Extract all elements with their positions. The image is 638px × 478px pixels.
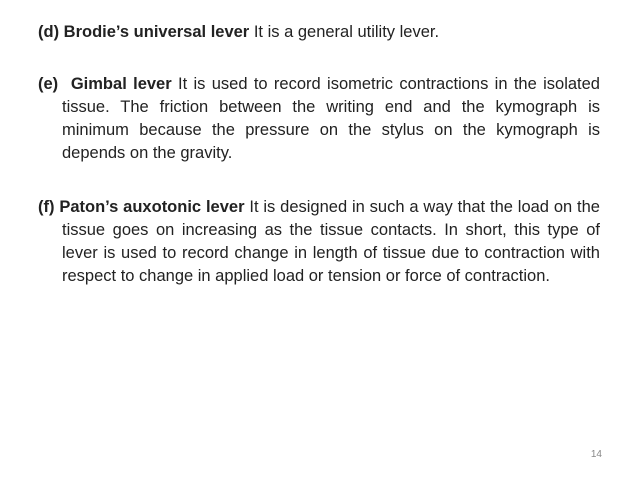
term-heading: Gimbal lever xyxy=(70,75,172,93)
page-number: 14 xyxy=(590,449,602,460)
term-heading: Brodie’s universal lever xyxy=(63,23,250,41)
paragraph-label: (f) xyxy=(38,198,55,216)
paragraph-brodies-universal-lever xyxy=(38,21,600,44)
term-heading: Paton’s auxotonic lever xyxy=(59,198,245,216)
paragraph-label: (d) xyxy=(38,23,60,41)
paragraph-gimbal-lever xyxy=(38,73,600,165)
paragraph-patons-auxotonic-lever xyxy=(38,196,600,288)
paragraph-text: It is used to record isometric contractions in the isolated tissue. The friction between the writing end and the kymograph is minimum because the pressure on the stylus on the kymograph is depends on the gravity. xyxy=(62,75,600,162)
paragraph-text: It is a general utility lever. xyxy=(253,23,440,41)
paragraph-label: (e) xyxy=(38,75,59,93)
paragraph-text: It is designed in such a way that the load on the tissue goes on increasing as the tissue contacts. In short, this type of lever is used to record change in length of tissue due to contraction with respect to change in applied load or tension or force of contraction. xyxy=(62,198,600,285)
